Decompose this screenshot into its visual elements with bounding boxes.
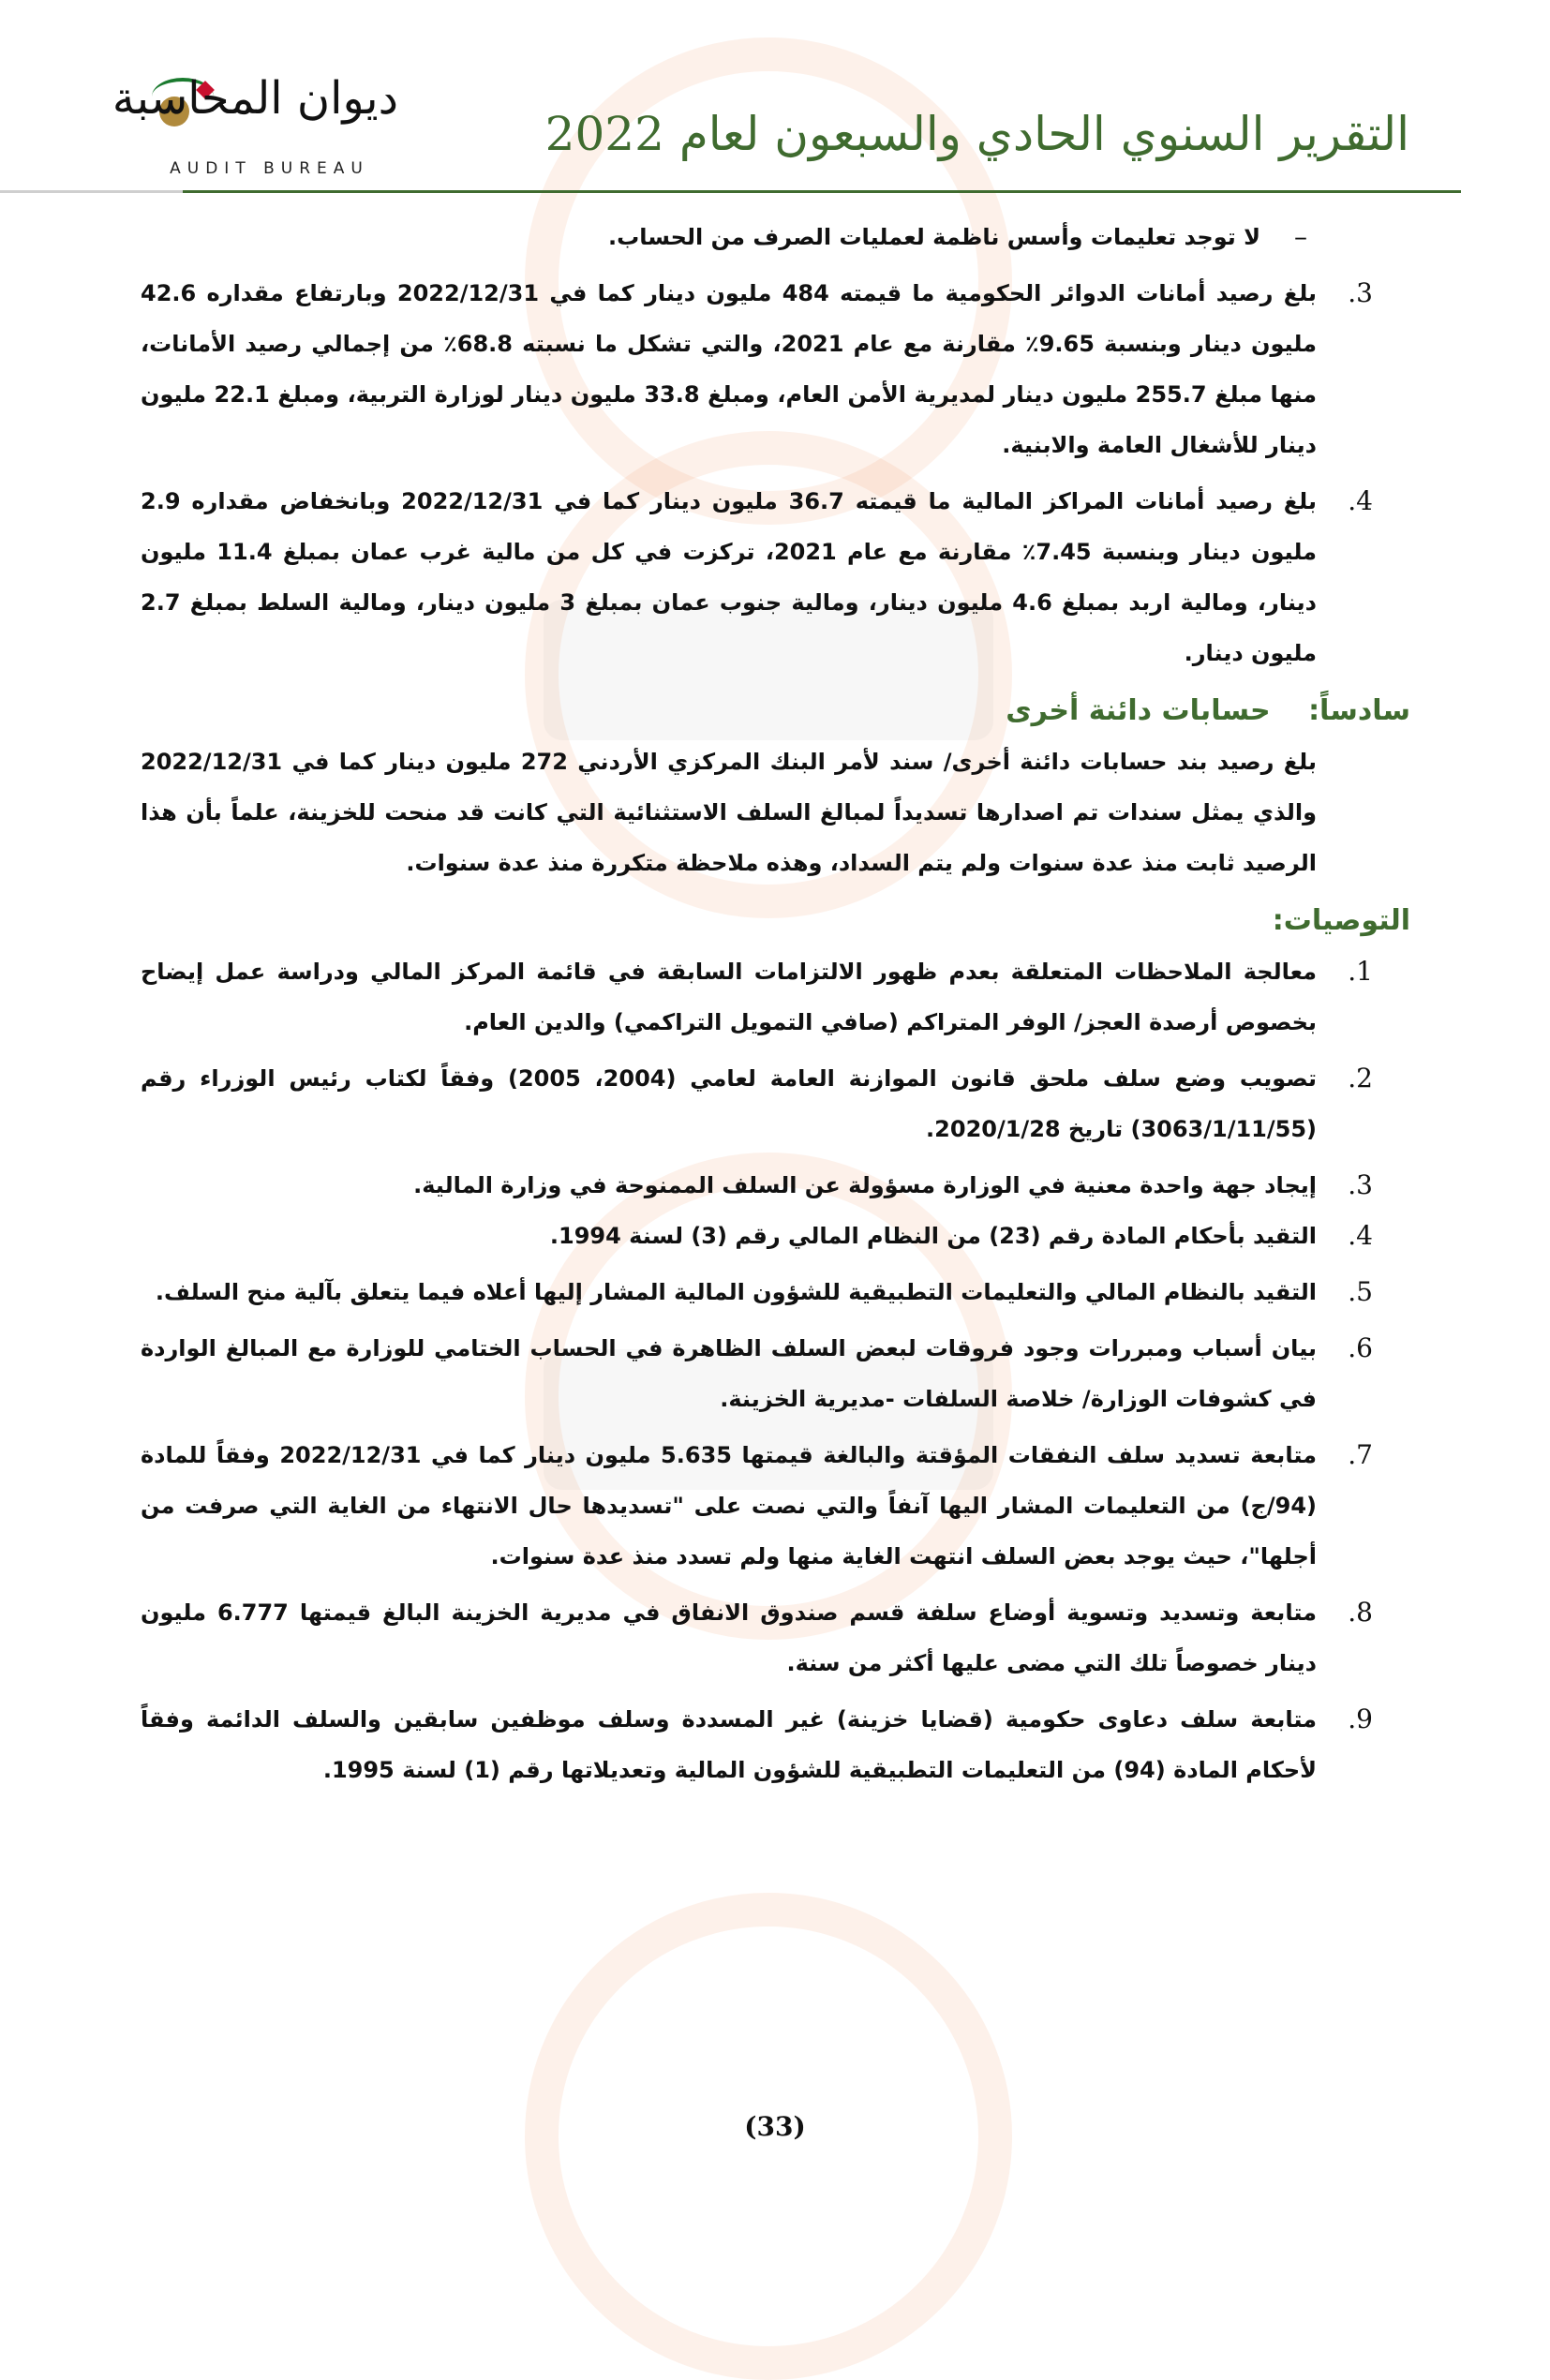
page-title: التقرير السنوي الحادي والسبعون لعام 2022: [544, 107, 1409, 161]
recommendation-item: [141, 1211, 1410, 1261]
item-text: إيجاد جهة واحدة معنية في الوزارة مسؤولة عن السلف الممنوحة في وزارة المالية.: [413, 1172, 1317, 1198]
logo-arabic-text: ديوان المحاسبة: [112, 72, 398, 125]
item-number: 5.: [1348, 1276, 1373, 1307]
recommendations-heading: التوصيات:: [1272, 904, 1410, 937]
item-text: بلغ رصيد أمانات المراكز المالية ما قيمته 36.7 مليون دينار كما في 2022/12/31 وبانخفاض مقداره 2.9 مليون دينار وبنسبة 7.45٪ مقارنة مع عام 2021، تركزت في كل من مالية غرب عمان بمبلغ 11.4 مليون دينار، ومالية اربد بمبلغ 4.6 مليون دينار، ومالية جنوب عمان بمبلغ 3 مليون دينار، ومالية السلط بمبلغ 2.7 مليون دينار.: [141, 488, 1317, 666]
item-text: بلغ رصيد أمانات الدوائر الحكومية ما قيمته 484 مليون دينار كما في 2022/12/31 وبارتفاع مقداره 42.6 مليون دينار وبنسبة 9.65٪ مقارنة مع عام 2021، والتي تشكل ما نسبته 68.8٪ من إجمالي رصيد الأمانات، منها مبلغ 255.7 مليون دينار لمديرية الأمن العام، ومبلغ 33.8 مليون دينار لوزارة التربية، ومبلغ 22.1 مليون دينار للأشغال العامة والابنية.: [141, 280, 1318, 458]
bullet-dash: –: [1294, 221, 1307, 252]
numbered-item: [141, 476, 1410, 678]
item-number: 4.: [1348, 485, 1373, 516]
item-number: 6.: [1348, 1332, 1373, 1363]
section-heading: [141, 686, 1410, 736]
document-body: [141, 212, 1410, 1795]
item-text: التقيد بالنظام المالي والتعليمات التطبيقية للشؤون المالية المشار إليها أعلاه فيما يتعلق بآلية منح السلف.: [155, 1279, 1317, 1305]
item-text: بيان أسباب ومبررات وجود فروقات لبعض السلف الظاهرة في الحساب الختامي للوزارة مع المبالغ الواردة في كشوفات الوزارة/ خلاصة السلفات -مديرية الخزينة.: [141, 1335, 1317, 1412]
page-header: [0, 0, 1550, 201]
bullet-item: [141, 212, 1410, 262]
item-text: معالجة الملاحظات المتعلقة بعدم ظهور الالتزامات السابقة في قائمة المركز المالي ودراسة عمل إيضاح بخصوص أرصدة العجز/ الوفر المتراكم (صافي التمويل التراكمي) والدين العام.: [141, 959, 1317, 1035]
recommendation-item: [141, 1160, 1410, 1211]
item-number: 8.: [1348, 1597, 1373, 1628]
item-text: التقيد بأحكام المادة رقم (23) من النظام المالي رقم (3) لسنة 1994.: [549, 1223, 1317, 1249]
item-text: تصويب وضع سلف ملحق قانون الموازنة العامة لعامي (2004، 2005) وفقاً لكتاب رئيس الوزراء رقم (3063/1/11/55) تاريخ 2020/1/28.: [141, 1065, 1318, 1142]
numbered-item: [141, 268, 1410, 470]
item-text: متابعة تسديد سلف النفقات المؤقتة والبالغة قيمتها 5.635 مليون دينار كما في 2022/12/31 وفقاً للمادة (94/ج) من التعليمات المشار اليها آنفاً والتي نصت على "تسديدها حال الانتهاء من الغاية التي صرفت من أجلها"، حيث يوجد بعض السلف انتهت الغاية منها ولم تسدد منذ عدة سنوات.: [141, 1442, 1317, 1569]
recommendation-item: [141, 946, 1410, 1048]
section-label: سادساً:: [1308, 694, 1410, 727]
recommendation-item: [141, 1694, 1410, 1795]
item-number: 2.: [1348, 1063, 1373, 1093]
item-number: 4.: [1348, 1220, 1373, 1251]
recommendation-item: [141, 1053, 1410, 1154]
audit-bureau-logo: [112, 52, 398, 187]
item-number: 7.: [1348, 1439, 1373, 1470]
recommendation-item: [141, 1323, 1410, 1424]
item-number: 1.: [1348, 956, 1373, 987]
header-divider-grey: [0, 190, 183, 193]
item-number: 9.: [1348, 1703, 1373, 1734]
item-number: 3.: [1348, 277, 1373, 308]
header-divider: [183, 190, 1461, 193]
page-number: (33): [744, 2111, 806, 2142]
section-paragraph: بلغ رصيد بند حسابات دائنة أخرى/ سند لأمر البنك المركزي الأردني 272 مليون دينار كما في 2022/12/31 والذي يمثل سندات تم اصدارها تسديداً لمبالغ السلف الاستثنائية التي كانت قد منحت للخزينة، علماً بأن هذا الرصيد ثابت منذ عدة سنوات ولم يتم السداد، وهذه ملاحظة متكررة منذ عدة سنوات.: [141, 749, 1317, 876]
item-text: متابعة سلف دعاوى حكومية (قضايا خزينة) غير المسددة وسلف موظفين سابقين والسلف الدائمة وفقاً لأحكام المادة (94) من التعليمات التطبيقية للشؤون المالية وتعديلاتها رقم (1) لسنة 1995.: [141, 1706, 1317, 1783]
item-number: 3.: [1348, 1169, 1373, 1200]
logo-english-text: AUDIT BUREAU: [170, 159, 369, 178]
bullet-text: لا توجد تعليمات وأسس ناظمة لعمليات الصرف من الحساب.: [608, 224, 1260, 250]
item-text: متابعة وتسديد وتسوية أوضاع سلفة قسم صندوق الانفاق في مديرية الخزينة البالغ قيمتها 6.777 مليون دينار خصوصاً تلك التي مضى عليها أكثر من سنة.: [141, 1599, 1317, 1676]
recommendation-item: [141, 1267, 1410, 1317]
section-title: حسابات دائنة أخرى: [1006, 694, 1271, 727]
recommendation-item: [141, 1430, 1410, 1582]
recommendation-item: [141, 1587, 1410, 1688]
